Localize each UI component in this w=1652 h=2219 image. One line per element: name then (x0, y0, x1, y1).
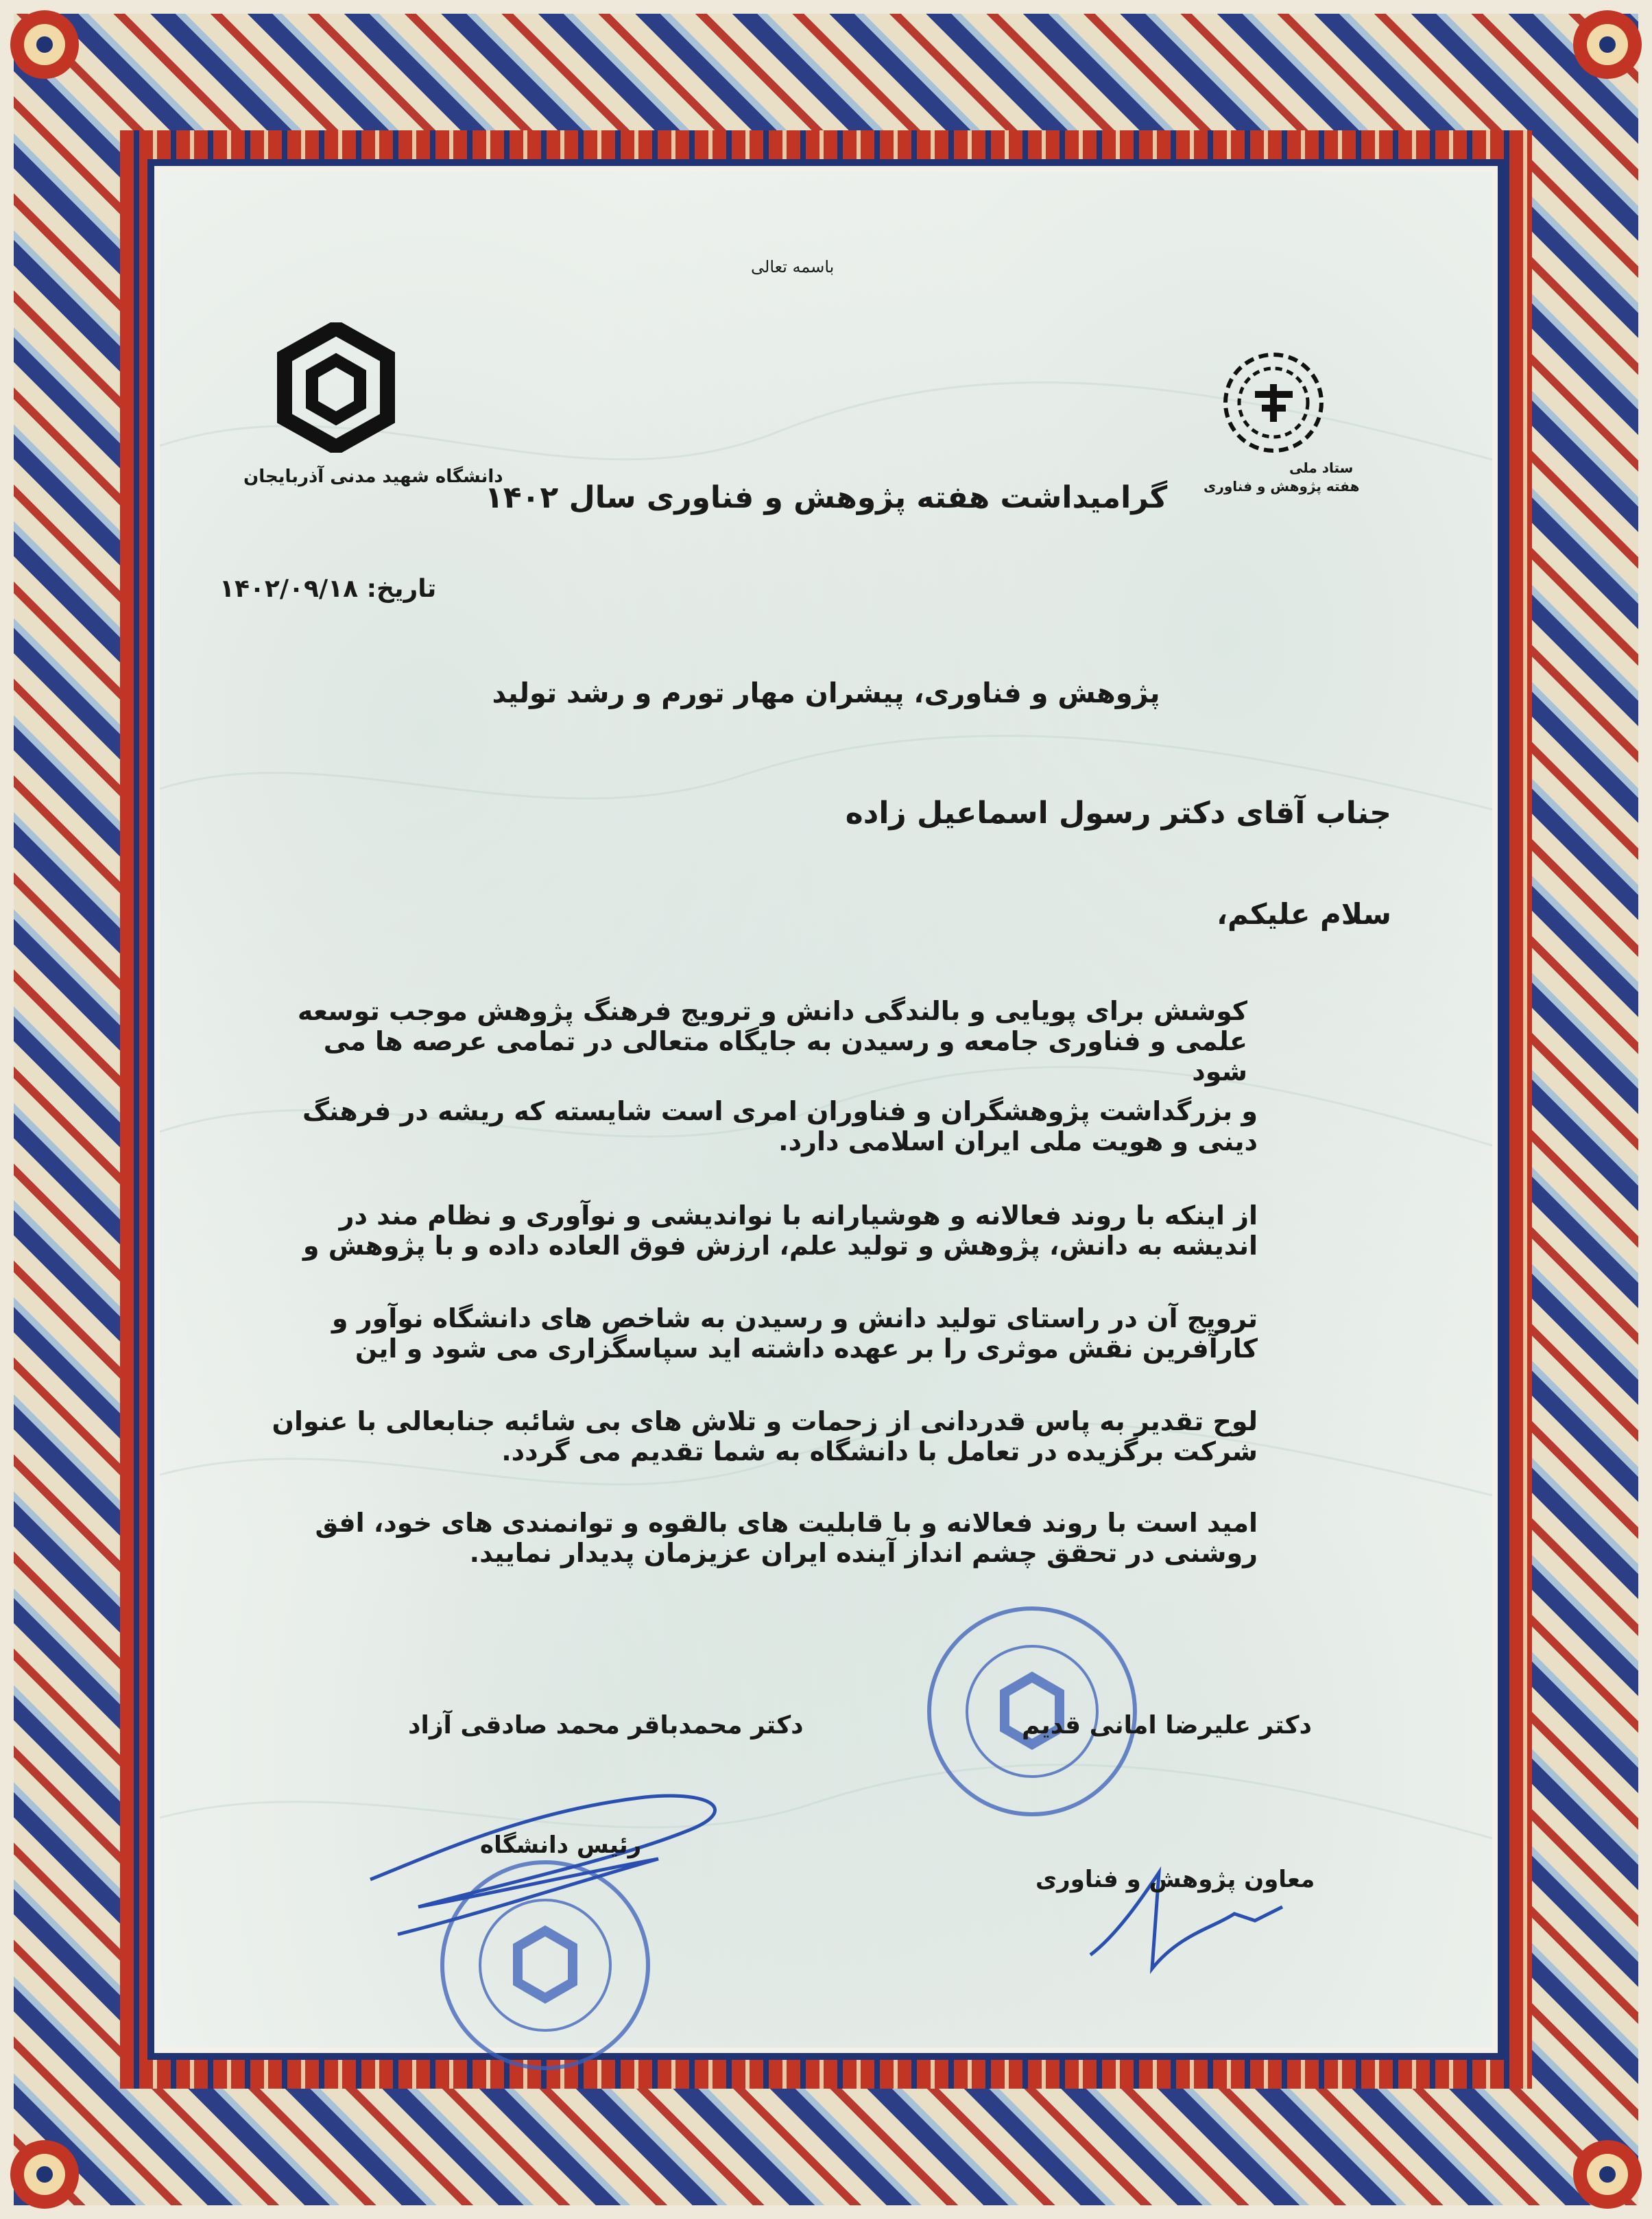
corner-ornament-icon (0, 0, 89, 89)
date-label: تاریخ: (366, 575, 437, 603)
corner-ornament-icon (0, 2130, 89, 2219)
signatory-left-name: دکتر محمدباقر محمد صادقی آزاد (408, 1711, 804, 1740)
date-line (219, 575, 436, 603)
university-caption: دانشگاه شهید مدنی آذربایجان (243, 466, 503, 487)
signature-icon (357, 1770, 782, 1948)
body-line: امید است با روند فعالانه و با قابلیت های بالقوه و توانمندی های خود، افق روشنی در تحقق چشم انداز آینده ایران عزیزمان پدیدار نمایید. (315, 1508, 1258, 1568)
body-line: لوح تقدیر به پاس قدردانی از زحمات و تلاش های بی شائبه جنابعالی با عنوان شرکت برگزیده در تعامل با دانشگاه به شما تقدیم می گردد. (272, 1406, 1258, 1467)
body-line: ترویج آن در راستای تولید دانش و رسیدن به شاخص های دانشگاه نوآور و کارآفرین نقش موثری را بر عهده داشته اید سپاسگزاری می شود و این (331, 1303, 1258, 1364)
week-caption-line1: ستاد ملی (1289, 460, 1354, 476)
signatory-right-role: معاون پژوهش و فناوری (1036, 1866, 1315, 1893)
page-title: گرامیداشت هفته پژوهش و فناوری سال ۱۴۰۲ (484, 480, 1168, 515)
signatory-left-role: رئیس دانشگاه (480, 1831, 642, 1859)
date-value: ۱۴۰۲/۰۹/۱۸ (219, 575, 359, 603)
slogan: پژوهش و فناوری، پیشران مهار تورم و رشد تولید (492, 678, 1160, 709)
university-logo-icon (274, 322, 398, 453)
corner-ornament-icon (1563, 2130, 1652, 2219)
corner-ornament-icon (1563, 0, 1652, 89)
invocation: باسمه تعالی (751, 257, 835, 276)
recipient-line: جناب آقای دکتر رسول اسماعیل زاده (845, 796, 1391, 831)
week-caption-line2: هفته پژوهش و فناوری (1204, 478, 1360, 495)
greeting: سلام علیکم، (1217, 897, 1391, 931)
body-line: کوشش برای پویایی و بالندگی دانش و ترویج فرهنگ پژوهش موجب توسعه علمی و فناوری جامعه و رسیدن به جایگاه متعالی در تمامی عرصه ها می شود (297, 996, 1247, 1087)
signatory-right-name: دکتر علیرضا امانی قدیم (1022, 1711, 1312, 1740)
body-line: و بزرگداشت پژوهشگران و فناوران امری است شایسته که ریشه در فرهنگ دینی و هویت ملی ایران اسلامی دارد. (302, 1096, 1258, 1156)
body-line: از اینکه با روند فعالانه و هوشیارانه با نواندیشی و نوآوری و نظام مند در اندیشه به دانش، پژوهش و تولید علم، ارزش فوق العاده داده و با پژوهش و (302, 1200, 1258, 1261)
research-week-logo-icon (1214, 346, 1334, 460)
